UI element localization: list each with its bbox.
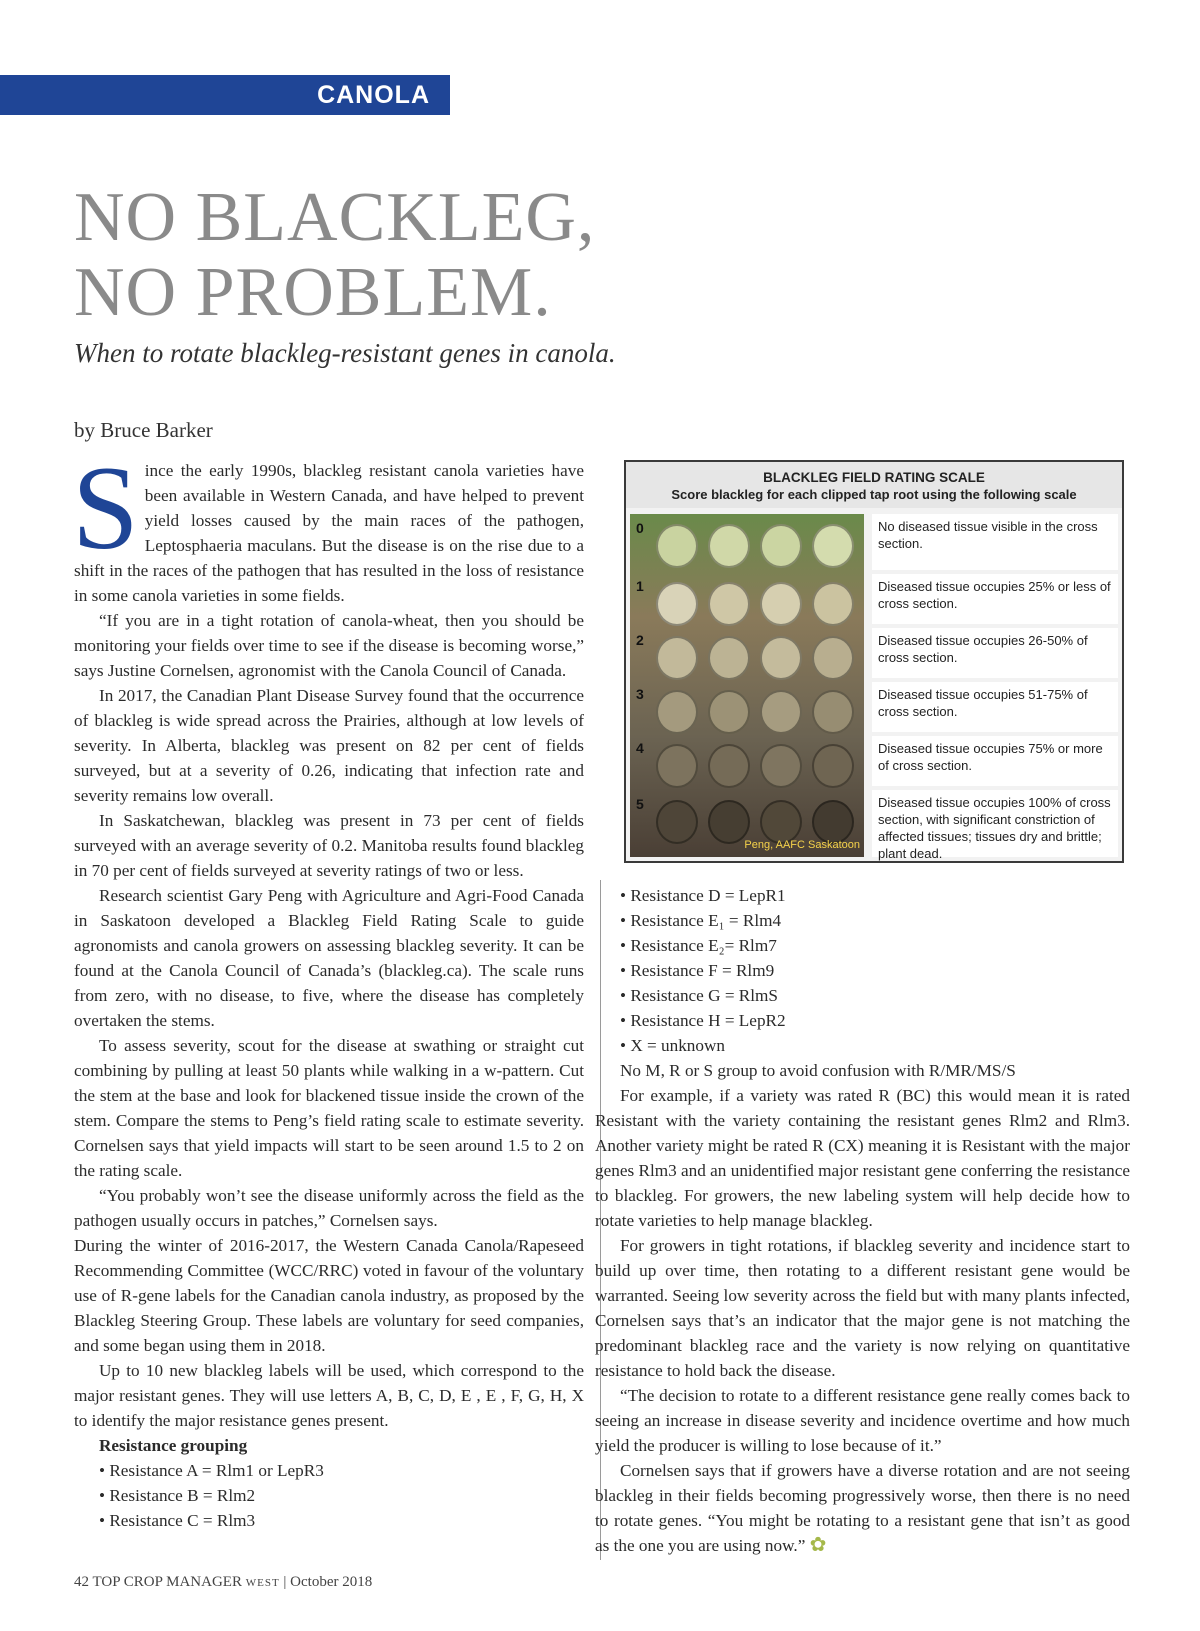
paragraph-2: “If you are in a tight rotation of canola-wheat, then you should be monitoring your fields over time to see if the disease is becoming worse,” says Justine Cornelsen, agronomist with the Canola Council of Canada.	[74, 611, 584, 680]
paragraph-13: Cornelsen says that if growers have a diverse rotation and are not seeing blackleg in their fields becoming progressively worse, then there is no need to rotate genes. “You might be rotating to a resistant gene that isn’t as good as the one you are using now.” ✿	[595, 1461, 1130, 1556]
score-label: 0	[636, 520, 644, 536]
stem-icon	[812, 524, 854, 568]
stem-icon	[760, 636, 802, 680]
photo-row	[630, 626, 864, 682]
grouping-note: No M, R or S group to avoid confusion with R/MR/MS/S	[620, 1061, 1016, 1080]
rating-description: Diseased tissue occupies 51-75% of cross section.	[872, 682, 1118, 732]
paragraph-12: “The decision to rotate to a different resistance gene really comes back to seeing an increase in disease severity and incidence overtime and how much yield the producer is willing to lose because of it.”	[595, 1386, 1130, 1455]
figure-header	[626, 462, 1122, 508]
magazine-name: TOP CROP MANAGER	[92, 1574, 242, 1590]
stem-icon	[760, 800, 802, 844]
paragraph-11: For growers in tight rotations, if blackleg severity and incidence start to build up over time, then rotating to a different resistant gene would be warranted. Seeing low severity across the field but with many plants infected, Cornelsen says that’s an indicator that the major gene is not matching the predominant blackleg race and the variety is now relying on quantitative resistance to hold back the disease.	[595, 1236, 1130, 1380]
paragraph-5: Research scientist Gary Peng with Agriculture and Agri-Food Canada in Saskatoon developed a Blackleg Field Rating Scale to guide agronomists and canola growers on assessing blackleg severity. It can be found at the Canola Council of Canada’s (blackleg.ca). The scale runs from zero, with no disease, to five, where the disease has completely overtaken the stems.	[74, 886, 584, 1030]
rating-description: Diseased tissue occupies 100% of cross section, with significant constriction of affected tissues; tissues dry and brittle; plant dead.	[872, 790, 1118, 857]
stem-icon	[760, 524, 802, 568]
list-item: • Resistance E₂= Rlm7	[620, 936, 777, 955]
stem-icon	[760, 744, 802, 788]
stem-icon	[812, 582, 854, 626]
maple-leaf-icon: ✿	[809, 1534, 827, 1556]
score-label: 2	[636, 632, 644, 648]
rating-description: Diseased tissue occupies 26-50% of cross section.	[872, 628, 1118, 678]
headline-line-1: NO BLACKLEG,	[74, 179, 596, 256]
article-headline	[74, 180, 774, 330]
stem-icon	[708, 582, 750, 626]
photo-row	[630, 734, 864, 790]
drop-cap: S	[72, 441, 139, 574]
stem-icon	[656, 690, 698, 734]
section-banner: CANOLA	[0, 75, 450, 115]
figure-subtitle: Score blackleg for each clipped tap root using the following scale	[671, 487, 1077, 502]
photo-row	[630, 514, 864, 570]
right-column-body	[595, 1083, 1130, 1558]
stem-icon	[812, 636, 854, 680]
stem-icon	[656, 636, 698, 680]
magazine-edition: WEST	[245, 1577, 280, 1589]
stem-icon	[708, 744, 750, 788]
stem-icon	[812, 690, 854, 734]
photo-row	[630, 680, 864, 736]
list-item: • Resistance A = Rlm1 or LepR3	[99, 1461, 324, 1480]
stem-icon	[708, 524, 750, 568]
list-item: • Resistance G = RlmS	[620, 986, 778, 1005]
right-column	[595, 883, 1130, 1558]
left-column	[72, 441, 584, 1533]
stem-icon	[812, 800, 854, 844]
figure-body	[630, 514, 1118, 861]
paragraph-6: To assess severity, scout for the disease at swathing or straight cut combining by pulling at least 50 plants while walking in a w-pattern. Cut the stem at the base and look for blackened tissue inside the crown of the stem. Compare the stems to Peng’s field rating scale to estimate severity. Cornelsen says that yield impacts will start to be seen around 1.5 to 2 on the rating scale.	[74, 1036, 584, 1180]
list-item: • Resistance H = LepR2	[620, 1011, 786, 1030]
paragraph-10: For example, if a variety was rated R (BC) this would mean it is rated Resistant with the variety containing the resistant genes Rlm2 and Rlm3. Another variety might be rated R (CX) meaning it is Resistant with the major genes Rlm3 and an unidentified major resistant gene conferring the resistance to blackleg. For growers, the new labeling system will help decide how to rotate varieties to help manage blackleg.	[595, 1086, 1130, 1230]
stem-icon	[656, 744, 698, 788]
stem-icon	[656, 524, 698, 568]
photo-row	[630, 572, 864, 628]
paragraph-7: “You probably won’t see the disease uniformly across the field as the pathogen usually occurs in patches,” Cornelsen says.	[74, 1186, 584, 1230]
figure-title: BLACKLEG FIELD RATING SCALE	[763, 470, 985, 485]
list-item: • Resistance B = Rlm2	[99, 1486, 256, 1505]
stem-icon	[656, 800, 698, 844]
list-item: • Resistance F = Rlm9	[620, 961, 775, 980]
photo-row	[630, 790, 864, 846]
stem-icon	[812, 744, 854, 788]
blackleg-rating-scale-figure	[624, 460, 1124, 863]
stem-icon	[760, 582, 802, 626]
rating-description: Diseased tissue occupies 75% or more of cross section.	[872, 736, 1118, 786]
list-item: • X = unknown	[620, 1036, 725, 1055]
page-footer	[74, 1574, 372, 1591]
headline-line-2: NO PROBLEM.	[74, 254, 552, 331]
paragraph-1: Since the early 1990s, blackleg resistant canola varieties have been available in Western Canada, and have helped to prevent yield losses caused by the main races of the pathogen, Leptosphaeria maculans. But the disease is on the rise due to a shift in the races of the pathogen that has resulted in the loss of resistance in some canola varieties in some fields.	[72, 441, 584, 605]
stem-icon	[708, 636, 750, 680]
stem-cross-section-photo	[630, 514, 864, 857]
score-label: 1	[636, 578, 644, 594]
rating-description: Diseased tissue occupies 25% or less of cross section.	[872, 574, 1118, 624]
list-item: • Resistance E₁ = Rlm4	[620, 911, 782, 930]
paragraph-3: In 2017, the Canadian Plant Disease Survey found that the occurrence of blackleg is wide spread across the Prairies, although at low levels of severity. In Alberta, blackleg was present on 82 per cent of fields surveyed, but at a severity of 0.26, indicating that infection rate and severity remains low overall.	[74, 686, 584, 805]
issue-date: | October 2018	[283, 1574, 373, 1590]
stem-icon	[656, 582, 698, 626]
stem-icon	[708, 800, 750, 844]
list-item: • Resistance D = LepR1	[620, 886, 786, 905]
score-label: 5	[636, 796, 644, 812]
byline: by Bruce Barker	[74, 418, 213, 442]
stem-icon	[708, 690, 750, 734]
paragraph-9: Up to 10 new blackleg labels will be used, which correspond to the major resistant genes. They will use letters A, B, C, D, E , E , F, G, H, X to identify the major resistance genes present.	[74, 1361, 584, 1430]
photo-credit: Peng, AAFC Saskatoon	[744, 839, 860, 851]
article-subtitle: When to rotate blackleg-resistant genes in canola.	[74, 338, 616, 368]
stem-icon	[760, 690, 802, 734]
list-item: • Resistance C = Rlm3	[99, 1511, 256, 1530]
paragraph-4: In Saskatchewan, blackleg was present in 73 per cent of fields surveyed with an average severity of 0.2. Manitoba results found blackleg in 70 per cent of fields surveyed at severity ratings of two or less.	[74, 811, 584, 880]
paragraph-8: During the winter of 2016-2017, the Western Canada Canola/Rapeseed Recommending Committee (WCC/RRC) voted in favour of the voluntary use of R-gene labels for the Canadian canola industry, as proposed by the Blackleg Steering Group. These labels are voluntary for seed companies, and some began using them in 2018.	[74, 1236, 584, 1355]
rating-description: No diseased tissue visible in the cross section.	[872, 514, 1118, 570]
resistance-grouping-heading: Resistance grouping	[99, 1436, 248, 1455]
score-label: 4	[636, 740, 644, 756]
page-number: 42	[74, 1574, 89, 1590]
score-label: 3	[636, 686, 644, 702]
